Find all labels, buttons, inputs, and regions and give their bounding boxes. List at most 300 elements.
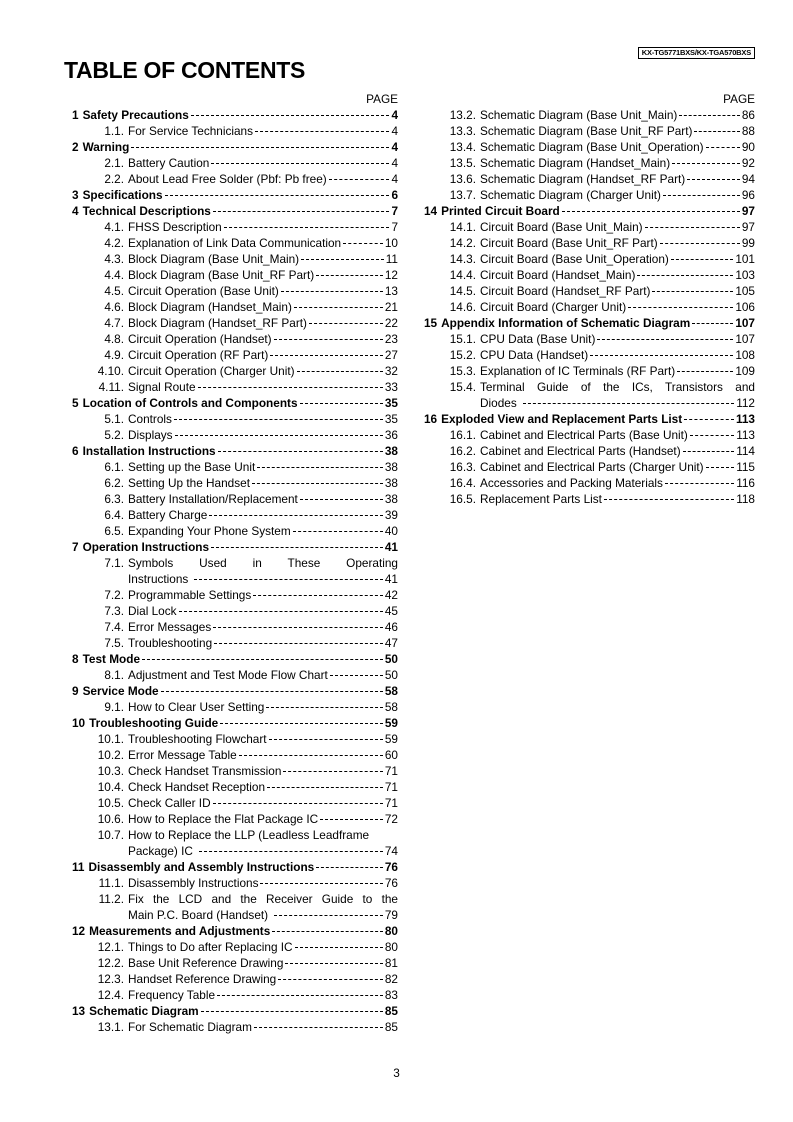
toc-entry-number: 1.1. <box>104 124 124 138</box>
toc-entry[interactable] <box>72 235 398 251</box>
toc-entry[interactable] <box>72 395 398 411</box>
toc-entry-page: 71 <box>384 780 398 794</box>
toc-entry-title: Circuit Board (Base Unit_Main) <box>480 220 643 234</box>
toc-entry-page: 105 <box>735 284 755 298</box>
toc-entry-number: 6.1. <box>104 460 124 474</box>
toc-entry-page: 59 <box>384 732 398 746</box>
toc-entry[interactable] <box>72 971 398 987</box>
toc-entry[interactable] <box>424 251 755 267</box>
toc-entry-title: Dial Lock <box>128 604 177 618</box>
toc-entry-title: Error Messages <box>128 620 212 634</box>
toc-entry[interactable] <box>424 347 755 363</box>
toc-entry-number: 5.2. <box>104 428 124 442</box>
toc-entry[interactable] <box>72 667 398 683</box>
toc-entry[interactable] <box>72 747 398 763</box>
toc-entry[interactable] <box>424 363 755 379</box>
toc-entry-number: 5 <box>72 396 79 410</box>
toc-entry-title: Schematic Diagram <box>89 1004 199 1018</box>
toc-entry-page: 13 <box>384 284 398 298</box>
toc-entry[interactable] <box>72 283 398 299</box>
toc-leader <box>266 707 383 708</box>
toc-entry-page: 4 <box>391 156 398 170</box>
toc-entry[interactable] <box>72 811 398 827</box>
toc-entry[interactable] <box>72 987 398 1003</box>
toc-entry[interactable] <box>72 619 398 635</box>
toc-entry-title: Setting Up the Handset <box>128 476 250 490</box>
toc-leader <box>211 163 389 164</box>
toc-leader <box>300 403 383 404</box>
page-column-label: PAGE <box>723 92 755 106</box>
toc-leader <box>270 355 383 356</box>
toc-entry-number: 14.4. <box>449 268 476 282</box>
toc-entry-title: For Service Technicians <box>128 124 254 138</box>
toc-entry-page: 6 <box>391 188 398 202</box>
toc-leader <box>665 483 734 484</box>
toc-entry-page: 58 <box>384 684 398 698</box>
toc-entry[interactable] <box>424 283 755 299</box>
toc-leader <box>165 195 390 196</box>
toc-entry-title: Frequency Table <box>128 988 216 1002</box>
toc-entry-title: Troubleshooting <box>128 636 213 650</box>
toc-entry[interactable] <box>72 779 398 795</box>
toc-leader <box>300 499 383 500</box>
toc-entry-title: Service Mode <box>82 684 159 698</box>
toc-entry-title: Installation Instructions <box>82 444 216 458</box>
toc-entry[interactable] <box>72 859 398 875</box>
toc-entry-page: 4 <box>391 172 398 186</box>
toc-entry-title: Handset Reference Drawing <box>128 972 277 986</box>
toc-entry-number: 4.8. <box>104 332 124 346</box>
toc-entry-title: Replacement Parts List <box>480 492 602 506</box>
toc-entry[interactable] <box>424 203 755 219</box>
toc-entry[interactable] <box>72 731 398 747</box>
toc-entry[interactable] <box>72 203 398 219</box>
toc-leader <box>285 963 382 964</box>
toc-entry-page: 82 <box>384 972 398 986</box>
toc-leader <box>252 483 383 484</box>
toc-entry-page: 38 <box>384 444 398 458</box>
toc-entry-number: 15.1. <box>449 332 476 346</box>
toc-entry-page: 80 <box>384 940 398 954</box>
toc-leader <box>278 979 383 980</box>
toc-entry-number: 10.3. <box>97 764 124 778</box>
toc-leader <box>316 867 383 868</box>
toc-entry-title: Specifications <box>82 188 163 202</box>
toc-entry-number: 4.4. <box>104 268 124 282</box>
toc-entry-page: 38 <box>384 460 398 474</box>
toc-entry-title: How to Clear User Setting <box>128 700 265 714</box>
toc-leader <box>684 419 734 420</box>
toc-entry-page: 80 <box>384 924 398 938</box>
toc-entry-page: 97 <box>741 220 755 234</box>
toc-leader <box>175 435 383 436</box>
toc-entry[interactable] <box>72 763 398 779</box>
toc-leader <box>637 275 733 276</box>
toc-entry-number: 4.11. <box>98 380 124 394</box>
toc-entry-page: 109 <box>735 364 755 378</box>
toc-entry-title: Schematic Diagram (Base Unit_Main) <box>480 108 678 122</box>
toc-entry-title: Location of Controls and Components <box>82 396 298 410</box>
toc-entry-number: 8 <box>72 652 79 666</box>
toc-leader <box>316 275 383 276</box>
toc-entry-number: 16.3. <box>449 460 476 474</box>
toc-entry-number: 15.4. <box>449 380 476 394</box>
toc-entry-number: 7.4. <box>104 620 124 634</box>
toc-entry[interactable] <box>72 347 398 363</box>
toc-leader <box>142 659 383 660</box>
toc-leader <box>179 611 383 612</box>
toc-entry-page: 21 <box>384 300 398 314</box>
toc-entry-number: 5.1. <box>104 412 124 426</box>
toc-entry[interactable] <box>72 795 398 811</box>
toc-entry-page: 88 <box>741 124 755 138</box>
toc-entry-page: 72 <box>384 812 398 826</box>
page-title: TABLE OF CONTENTS <box>64 57 306 83</box>
toc-entry-title: Measurements and Adjustments <box>89 924 271 938</box>
toc-entry-number: 14.2. <box>449 236 476 250</box>
toc-entry-title: For Schematic Diagram <box>128 1020 252 1034</box>
toc-leader <box>690 435 734 436</box>
toc-entry-page: 103 <box>735 268 755 282</box>
toc-entry[interactable] <box>72 443 398 459</box>
toc-leader <box>295 947 383 948</box>
toc-entry-title: Circuit Operation (Base Unit) <box>128 284 279 298</box>
toc-entry[interactable] <box>72 459 398 475</box>
toc-entry-number: 6.4. <box>104 508 124 522</box>
toc-entry[interactable] <box>72 315 398 331</box>
toc-entry[interactable] <box>424 459 755 475</box>
toc-entry[interactable] <box>424 187 755 203</box>
toc-column-left <box>72 91 398 1035</box>
toc-entry-title: Safety Precautions <box>82 108 189 122</box>
toc-entry[interactable] <box>72 187 398 203</box>
toc-entry-title: FHSS Description <box>128 220 222 234</box>
toc-entry-page: 116 <box>736 476 755 490</box>
toc-entry-page: 36 <box>384 428 398 442</box>
toc-entry-title: Battery Caution <box>128 156 210 170</box>
toc-entry-number: 8.1. <box>104 668 124 682</box>
toc-entry-title: Disassembly Instructions <box>128 876 259 890</box>
toc-entry-page: 4 <box>391 108 398 122</box>
toc-entry[interactable] <box>72 1019 398 1035</box>
toc-entry-title: Base Unit Reference Drawing <box>128 956 284 970</box>
toc-leader <box>199 851 383 852</box>
toc-entry-number: 9 <box>72 684 79 698</box>
toc-entry-number: 10.4. <box>97 780 124 794</box>
toc-leader <box>198 387 383 388</box>
toc-entry[interactable] <box>72 603 398 619</box>
toc-entry[interactable] <box>72 715 398 731</box>
toc-entry[interactable] <box>72 1003 398 1019</box>
toc-leader <box>301 259 384 260</box>
toc-entry-title: Schematic Diagram (Handset_Main) <box>480 156 671 170</box>
toc-entry-number: 4.7. <box>104 316 124 330</box>
toc-entry-number: 4.3. <box>104 252 124 266</box>
toc-entry-page: 74 <box>384 844 398 858</box>
toc-entry-title: Cabinet and Electrical Parts (Handset) <box>480 444 681 458</box>
toc-leader <box>254 1027 383 1028</box>
toc-entry-page: 71 <box>384 764 398 778</box>
toc-entry-title: Circuit Board (Handset_RF Part) <box>480 284 651 298</box>
toc-entry[interactable] <box>424 299 755 315</box>
toc-entry[interactable] <box>424 219 755 235</box>
toc-entry-number: 4 <box>72 204 79 218</box>
toc-entry-page: 47 <box>384 636 398 650</box>
toc-leader <box>562 211 740 212</box>
toc-entry-first-line <box>96 891 398 907</box>
toc-leader <box>706 467 735 468</box>
toc-entry-page: 108 <box>735 348 755 362</box>
toc-entry[interactable] <box>424 331 755 347</box>
toc-entry[interactable] <box>72 411 398 427</box>
toc-entry-title: Troubleshooting Guide <box>89 716 219 730</box>
toc-entry[interactable] <box>424 139 755 155</box>
toc-leader <box>320 819 383 820</box>
toc-entry-title: Printed Circuit Board <box>441 204 560 218</box>
toc-entry-title: Circuit Board (Base Unit_Operation) <box>480 252 669 266</box>
toc-leader <box>260 883 382 884</box>
toc-entry-title: Signal Route <box>128 380 196 394</box>
toc-entry[interactable] <box>424 379 755 411</box>
toc-entry-number: 13.2. <box>449 108 476 122</box>
toc-leader <box>604 499 734 500</box>
toc-entry-title: Accessories and Packing Materials <box>480 476 663 490</box>
toc-entry-number: 4.9. <box>104 348 124 362</box>
toc-leader <box>211 547 383 548</box>
toc-entry-page: 35 <box>384 396 398 410</box>
toc-entry[interactable] <box>72 299 398 315</box>
toc-entry-page: 50 <box>384 652 398 666</box>
toc-entry-page: 38 <box>384 476 398 490</box>
toc-entry-page: 90 <box>741 140 755 154</box>
toc-entry-number: 12.3. <box>97 972 124 986</box>
toc-entry[interactable] <box>72 251 398 267</box>
toc-entry-title: Explanation of IC Terminals (RF Part) <box>480 364 676 378</box>
toc-entry-title-cont: Package) IC <box>128 844 193 858</box>
toc-entry-page: 10 <box>384 236 398 250</box>
toc-entry-page: 46 <box>384 620 398 634</box>
toc-entry-page: 76 <box>384 860 398 874</box>
toc-entry[interactable] <box>72 219 398 235</box>
toc-entry-title: Displays <box>128 428 173 442</box>
toc-entry-number: 7.5. <box>104 636 124 650</box>
toc-entry-title: Check Caller ID <box>128 796 211 810</box>
toc-entry[interactable] <box>72 635 398 651</box>
toc-entry[interactable] <box>72 683 398 699</box>
toc-entry-number: 6.5. <box>104 524 124 538</box>
toc-entry[interactable] <box>424 267 755 283</box>
toc-entry-title: Troubleshooting Flowchart <box>128 732 267 746</box>
toc-entry[interactable] <box>72 923 398 939</box>
toc-entry-number: 13.4. <box>449 140 476 154</box>
toc-entry[interactable] <box>424 491 755 507</box>
toc-entry-title: CPU Data (Base Unit) <box>480 332 596 346</box>
toc-entry[interactable] <box>72 107 398 123</box>
toc-entry[interactable] <box>72 363 398 379</box>
toc-list-left <box>72 107 398 1035</box>
toc-entry[interactable] <box>424 235 755 251</box>
toc-entry-page: 94 <box>741 172 755 186</box>
toc-leader <box>663 195 740 196</box>
toc-entry[interactable] <box>72 539 398 555</box>
toc-entry[interactable] <box>424 155 755 171</box>
toc-entry[interactable] <box>72 267 398 283</box>
toc-entry[interactable] <box>72 155 398 171</box>
toc-entry[interactable] <box>424 443 755 459</box>
toc-entry[interactable] <box>72 507 398 523</box>
toc-list-right <box>424 107 755 507</box>
toc-entry-number: 2 <box>72 140 79 154</box>
toc-entry-page: 59 <box>384 716 398 730</box>
toc-entry-page: 58 <box>384 700 398 714</box>
toc-entry[interactable] <box>72 891 398 923</box>
toc-entry-number: 7 <box>72 540 79 554</box>
page-number: 3 <box>393 1066 400 1080</box>
toc-entry[interactable] <box>72 699 398 715</box>
toc-leader <box>343 243 383 244</box>
toc-entry-page: 23 <box>384 332 398 346</box>
toc-entry[interactable] <box>424 475 755 491</box>
toc-entry-title: Circuit Board (Charger Unit) <box>480 300 627 314</box>
toc-entry-number: 1 <box>72 108 79 122</box>
toc-entry-title: Block Diagram (Base Unit_Main) <box>128 252 300 266</box>
toc-entry-number: 11.1. <box>98 876 124 890</box>
toc-entry-title: Error Message Table <box>128 748 237 762</box>
toc-entry-number: 16.5. <box>449 492 476 506</box>
toc-entry-page: 71 <box>384 796 398 810</box>
toc-leader <box>274 915 383 916</box>
toc-entry-page: 45 <box>384 604 398 618</box>
toc-leader <box>694 131 739 132</box>
toc-leader <box>677 371 733 372</box>
toc-entry-number: 12.1. <box>97 940 124 954</box>
toc-entry-page: 39 <box>384 508 398 522</box>
toc-entry[interactable] <box>72 379 398 395</box>
toc-entry-page: 92 <box>741 156 755 170</box>
toc-leader <box>645 227 740 228</box>
toc-entry-title: Operation Instructions <box>82 540 210 554</box>
toc-entry-number: 12.2. <box>97 956 124 970</box>
toc-entry-number: 14 <box>424 204 438 218</box>
toc-entry-title: Setting up the Base Unit <box>128 460 256 474</box>
toc-leader <box>683 451 735 452</box>
toc-leader <box>660 243 740 244</box>
toc-entry-number: 12.4. <box>97 988 124 1002</box>
toc-entry-title: Adjustment and Test Mode Flow Chart <box>128 668 328 682</box>
toc-entry[interactable] <box>72 491 398 507</box>
toc-entry[interactable] <box>72 331 398 347</box>
toc-entry-page: 32 <box>384 364 398 378</box>
toc-leader <box>194 579 383 580</box>
toc-entry-title-cont: Main P.C. Board (Handset) <box>128 908 269 922</box>
toc-entry-title: Fix the LCD and the Receiver Guide to the <box>128 892 398 906</box>
toc-entry-number: 13.7. <box>449 188 476 202</box>
toc-leader <box>283 771 382 772</box>
toc-entry-number: 11.2. <box>98 892 124 906</box>
toc-entry-number: 14.6. <box>449 300 476 314</box>
toc-entry-number: 7.3. <box>104 604 124 618</box>
toc-entry-title: Disassembly and Assembly Instructions <box>88 860 315 874</box>
toc-leader <box>274 339 383 340</box>
toc-entry[interactable] <box>72 139 398 155</box>
toc-entry[interactable] <box>424 171 755 187</box>
toc-entry[interactable] <box>72 123 398 139</box>
toc-entry-title: Technical Descriptions <box>82 204 211 218</box>
toc-entry-title: Block Diagram (Base Unit_RF Part) <box>128 268 315 282</box>
toc-entry-title: Circuit Operation (RF Part) <box>128 348 269 362</box>
toc-entry[interactable] <box>72 827 398 859</box>
toc-leader <box>269 739 383 740</box>
toc-entry-page: 27 <box>384 348 398 362</box>
toc-entry-number: 6.3. <box>104 492 124 506</box>
toc-entry-title: Circuit Board (Base Unit_RF Part) <box>480 236 658 250</box>
toc-leader <box>267 787 383 788</box>
toc-leader <box>692 323 733 324</box>
model-number-box: KX-TG5771BXS/KX-TGA570BXS <box>638 47 755 59</box>
toc-entry[interactable] <box>424 123 755 139</box>
toc-entry-page: 76 <box>384 876 398 890</box>
toc-leader <box>309 323 383 324</box>
toc-entry[interactable] <box>72 171 398 187</box>
toc-entry-continuation <box>448 395 755 411</box>
toc-leader <box>239 755 383 756</box>
toc-entry-number: 10.7. <box>97 828 124 842</box>
toc-entry-number: 13.5. <box>449 156 476 170</box>
toc-entry[interactable] <box>424 107 755 123</box>
toc-entry-title-cont: Instructions <box>128 572 189 586</box>
toc-entry-number: 16.4. <box>449 476 476 490</box>
toc-entry-number: 11 <box>72 860 85 874</box>
toc-entry-title: Battery Installation/Replacement <box>128 492 298 506</box>
toc-entry-page: 41 <box>384 540 398 554</box>
toc-leader <box>671 259 733 260</box>
toc-entry[interactable] <box>72 475 398 491</box>
toc-entry[interactable] <box>72 587 398 603</box>
toc-entry[interactable] <box>72 651 398 667</box>
toc-entry[interactable] <box>424 427 755 443</box>
toc-entry[interactable] <box>72 555 398 587</box>
toc-entry[interactable] <box>424 315 755 331</box>
toc-leader <box>706 147 740 148</box>
toc-entry[interactable] <box>72 955 398 971</box>
toc-entry-page: 99 <box>741 236 755 250</box>
toc-leader <box>672 163 740 164</box>
toc-entry-title: Circuit Operation (Handset) <box>128 332 272 346</box>
toc-entry-page: 101 <box>735 252 755 266</box>
toc-leader <box>257 467 383 468</box>
toc-entry-number: 13.1. <box>97 1020 124 1034</box>
toc-entry[interactable] <box>424 411 755 427</box>
toc-entry-page: 113 <box>736 428 755 442</box>
toc-leader <box>281 291 383 292</box>
toc-entry-page: 22 <box>384 316 398 330</box>
toc-leader <box>329 179 390 180</box>
toc-entry-page: 118 <box>736 492 755 506</box>
toc-entry-title: Things to Do after Replacing IC <box>128 940 293 954</box>
toc-column-right <box>424 91 755 507</box>
toc-leader <box>687 179 740 180</box>
toc-entry-title: Exploded View and Replacement Parts List <box>441 412 683 426</box>
toc-entry-number: 7.1. <box>104 556 124 570</box>
toc-entry[interactable] <box>72 939 398 955</box>
toc-entry[interactable] <box>72 523 398 539</box>
toc-entry-number: 13 <box>72 1004 86 1018</box>
toc-entry-first-line <box>96 555 398 571</box>
toc-entry[interactable] <box>72 875 398 891</box>
toc-entry[interactable] <box>72 427 398 443</box>
toc-leader <box>293 531 383 532</box>
toc-entry-number: 12 <box>72 924 86 938</box>
